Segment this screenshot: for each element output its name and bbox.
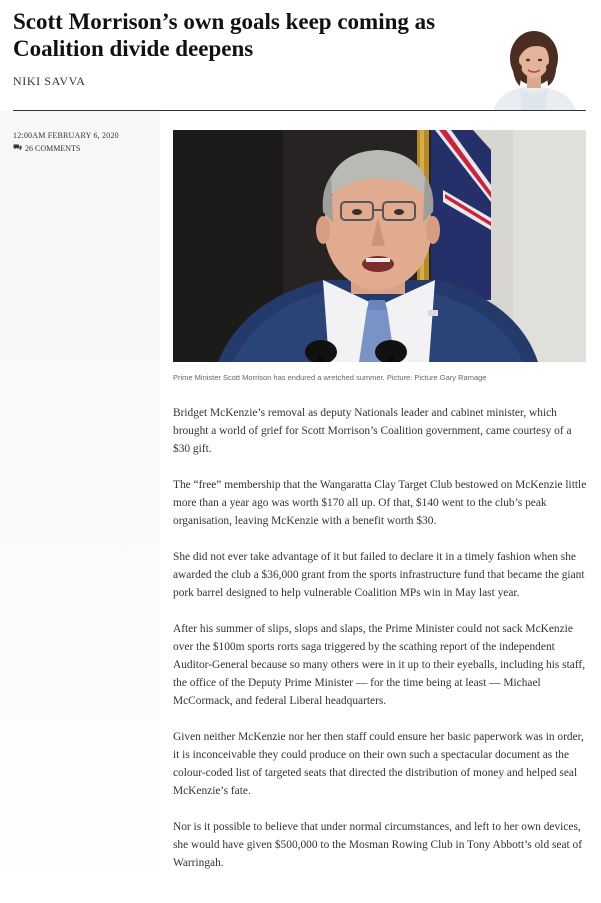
hero-image: [173, 130, 586, 362]
article-headline: Scott Morrison’s own goals keep coming as Coalition divide deepens: [13, 9, 436, 61]
author-photo: [490, 26, 580, 110]
paragraph: After his summer of slips, slops and slaps, the Prime Minister could not sack McKenzie over the $100m sports rorts saga triggered by the scathing report of the independent Auditor-General because so many others were in it up to their eyeballs, including his staff, the office of the Deputy Prime Minister — for the time being at least — Michael McCormack, and federal Liberal headquarters.: [173, 623, 586, 707]
article-body: [173, 404, 587, 890]
paragraph: Bridget McKenzie’s removal as deputy Nationals leader and cabinet minister, which brought a world of grief for Scott Morrison’s Coalition government, came courtesy of a $30 gift.: [173, 407, 572, 455]
comments-count: 26 COMMENTS: [25, 144, 81, 153]
paragraph: The “free” membership that the Wangaratta Clay Target Club bestowed on McKenzie little more than a year ago was worth $170 all up. Of that, $140 went to the club’s peak organisation, leaving McKenzie with a benefit worth $30.: [173, 479, 587, 527]
comments-link[interactable]: [13, 144, 80, 153]
publish-timestamp: 12:00AM FEBRUARY 6, 2020: [13, 131, 119, 140]
article-sidebar: [0, 111, 160, 903]
comment-bubble-icon: [13, 144, 22, 153]
paragraph: Given neither McKenzie nor her then staff could ensure her basic paperwork was in order, it is inconceivable they could produce on their own such a spectacular document as the colour-coded list of targeted seats that directed the distribution of money and helped seal McKenzie’s fate.: [173, 731, 584, 797]
image-caption: Prime Minister Scott Morrison has endured a wretched summer. Picture: Picture Gary Ramage: [173, 373, 487, 382]
paragraph: Nor is it possible to believe that under normal circumstances, and left to her own devices, she would have given $500,000 to the Mosman Rowing Club in Tony Abbott’s old seat of Warringah.: [173, 821, 583, 869]
paragraph: She did not ever take advantage of it but failed to declare it in a timely fashion when she awarded the club a $36,000 grant from the sports infrastructure fund that became the giant pork barrel designed to help vulnerable Coalition MPs win in May last year.: [173, 551, 585, 599]
author-byline[interactable]: NIKI SAVVA: [13, 74, 86, 88]
